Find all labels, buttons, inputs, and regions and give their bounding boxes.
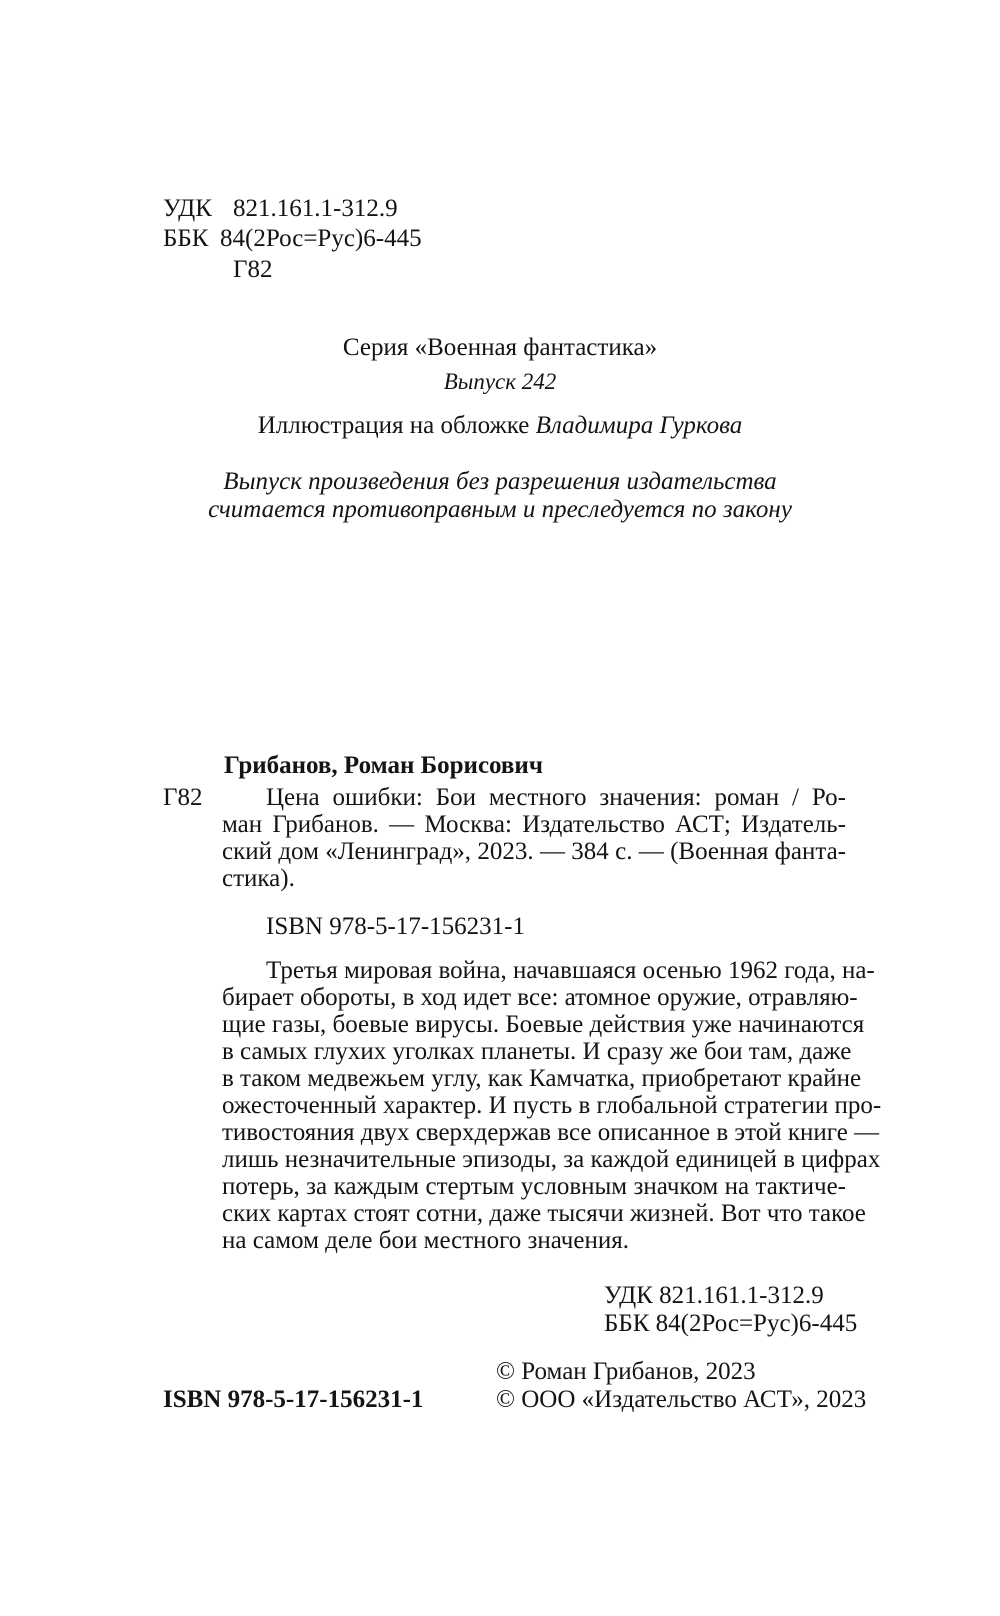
annotation-line-4: в таком медвежьем углу, как Камчатка, приобретают крайне [222,1065,862,1092]
author-sign-record: Г82 [163,784,203,811]
description-line-0: Цена ошибки: Бои местного значения: роман / Ро- [266,784,846,811]
annotation-line-5: ожесточенный характер. И пусть в глобальной стратегии про- [222,1092,882,1119]
annotation-line-7: лишь незначительные эпизоды, за каждой единицей в цифрах [222,1146,881,1173]
annotation-line-2: щие газы, боевые вирусы. Боевые действия уже начинаются [222,1011,865,1038]
bottom-bbk: ББК 84(2Рос=Рус)6-445 [604,1310,858,1337]
warning-line-2: считается противоправным и преследуется по закону [208,496,792,523]
annotation-line-3: в самых глухих уголках планеты. И сразу же бои там, даже [222,1038,852,1065]
description-line-3: стика). [222,865,295,892]
udk-value: 821.161.1-312.9 [233,195,398,222]
description-line-1: ман Грибанов. — Москва: Издательство АСТ; Издатель- [222,811,846,838]
author-sign-top: Г82 [233,256,273,283]
annotation-line-10: на самом деле бои местного значения. [222,1227,629,1254]
copyright-author: © Роман Грибанов, 2023 [496,1358,756,1385]
annotation-line-9: ских картах стоят сотни, даже тысячи жизней. Вот что такое [222,1200,866,1227]
series-title: Серия «Военная фантастика» [342,334,658,361]
annotation-line-1: бирает обороты, в ход идет все: атомное оружие, отравляю- [222,984,858,1011]
annotation-line-0: Третья мировая война, начавшаяся осенью 1962 года, на- [266,957,875,984]
bbk-label: ББК [163,225,209,252]
illustration-artist: Владимира Гуркова [535,412,743,439]
record-isbn: ISBN 978-5-17-156231-1 [266,913,526,940]
bottom-isbn: ISBN 978-5-17-156231-1 [163,1386,424,1413]
annotation-line-8: потерь, за каждым стертым условным значком на тактиче- [222,1173,846,1200]
author-heading: Грибанов, Роман Борисович [224,752,543,779]
illustration-prefix: Иллюстрация на обложке [257,412,530,439]
description-line-2: ский дом «Ленинград», 2023. — 384 с. — (Военная фанта- [222,838,846,865]
annotation-line-6: тивостояния двух сверхдержав все описанное в этой книге — [222,1119,880,1146]
bbk-value: 84(2Рос=Рус)6-445 [220,225,422,252]
copyright-publisher: © ООО «Издательство АСТ», 2023 [496,1386,867,1413]
series-issue: Выпуск 242 [443,369,557,394]
illustration-credit [0,412,1000,439]
bottom-udk: УДК 821.161.1-312.9 [604,1282,824,1309]
udk-label: УДК [163,195,212,222]
warning-line-1: Выпуск произведения без разрешения издательства [223,468,777,495]
